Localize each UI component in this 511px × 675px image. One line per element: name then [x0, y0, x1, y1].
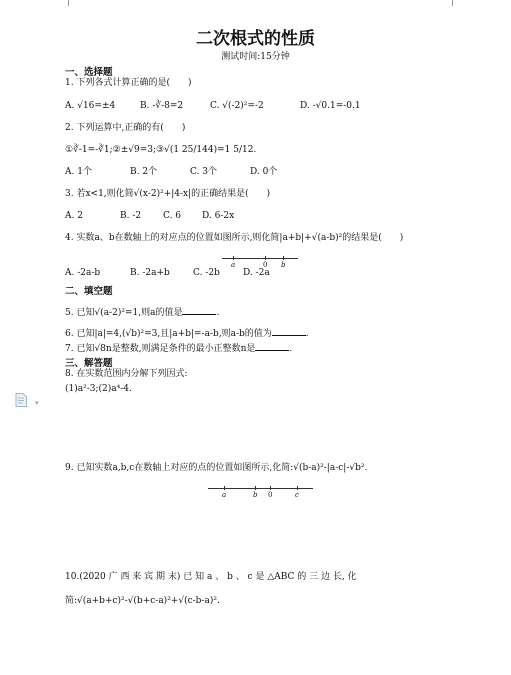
page-subtitle: 测试时间:15分钟 [221, 52, 290, 62]
q4-option-d: D. -2a [243, 268, 270, 278]
question-3: 3. 若x<1,则化简√(x-2)²+|4-x|的正确结果是( ) [65, 189, 271, 199]
page-title: 二次根式的性质 [196, 29, 315, 49]
document-icon[interactable] [15, 393, 27, 407]
q9-label-0: 0 [268, 491, 273, 499]
q9-label-a: a [222, 491, 227, 499]
section-fill: 二、填空题 [65, 286, 113, 297]
crop-mark-right [452, 0, 461, 6]
q5-answer-blank [182, 306, 216, 315]
q1-option-c: C. √(-2)²=-2 [210, 101, 264, 111]
q4-tick-0 [265, 256, 266, 260]
q6-answer-blank [272, 327, 306, 336]
q2-option-d: D. 0个 [250, 167, 278, 177]
q1-option-a: A. √16=±4 [65, 101, 116, 111]
q2-option-c: C. 3个 [190, 167, 218, 177]
question-10-line-1: 10.(2020 广 西 来 宾 期 末) 已 知 a 、 b 、 c 是 △ABC 的 三 边 长, 化 [65, 572, 357, 582]
q4-option-a: A. -2a-b [65, 268, 101, 278]
question-2: 2. 下列运算中,正确的有( ) [65, 123, 186, 133]
q2-option-b: B. 2个 [130, 167, 158, 177]
question-6-text: 6. 已知|a|=4,(√b)²=3,且|a+b|=-a-b,则a-b的值为 [65, 329, 272, 339]
question-7-text: 7. 已知√8n是整数,则满足条件的最小正整数n是 [65, 344, 256, 354]
q4-label-0: 0 [263, 261, 268, 269]
q4-tick-a [233, 256, 234, 260]
q7-answer-blank [255, 342, 289, 351]
q9-tick-0 [270, 486, 271, 490]
question-5-text: 5. 已知√(a-2)²=1,则a的值是 [65, 308, 183, 318]
question-5 [65, 306, 219, 319]
q3-option-d: D. 6-2x [202, 211, 235, 221]
q6-period: . [305, 329, 309, 339]
q4-label-a: a [231, 261, 236, 269]
section-choice: 一、选择题 [65, 67, 113, 78]
q1-option-b: B. -∛-8=2 [140, 101, 184, 111]
question-8: 8. 在实数范围内分解下列因式: [65, 369, 188, 379]
chevron-down-icon[interactable]: ▾ [35, 399, 39, 407]
q7-period: . [289, 344, 293, 354]
q9-tick-b [255, 486, 256, 490]
q2-option-a: A. 1个 [65, 167, 92, 177]
question-9: 9. 已知实数a,b,c在数轴上对应的点的位置如图所示,化简:√(b-a)²-|a-c|-√b². [65, 463, 368, 473]
q1-option-d: D. -√0.1=-0.1 [300, 101, 361, 111]
question-1: 1. 下列各式计算正确的是( ) [65, 78, 192, 88]
question-10-line-2: 简:√(a+b+c)²-√(b+c-a)²+√(c-b-a)². [65, 596, 220, 606]
q4-tick-b [283, 256, 284, 260]
q4-option-b: B. -2a+b [130, 268, 170, 278]
question-6 [65, 327, 309, 340]
question-7 [65, 342, 292, 355]
crop-mark-left [60, 0, 69, 6]
question-4: 4. 实数a、b在数轴上的对应点的位置如图所示,则化简|a+b|+√(a-b)²的结果是( ) [65, 233, 404, 243]
q2-statements: ①∛-1=-∛1;②±√9=3;③√(1 25/144)=1 5/12. [65, 145, 257, 155]
q3-option-c: C. 6 [163, 211, 182, 221]
section-answer: 三、解答题 [65, 358, 113, 369]
q8-parts: (1)a²-3;(2)a⁴-4. [65, 384, 132, 394]
q9-tick-a [224, 486, 225, 490]
q3-option-a: A. 2 [65, 211, 83, 221]
q9-label-b: b [253, 491, 258, 499]
q3-option-b: B. -2 [120, 211, 142, 221]
q4-option-c: C. -2b [193, 268, 220, 278]
q9-tick-c [297, 486, 298, 490]
q9-label-c: c [295, 491, 299, 499]
q5-period: . [216, 308, 220, 318]
q4-label-b: b [281, 261, 286, 269]
